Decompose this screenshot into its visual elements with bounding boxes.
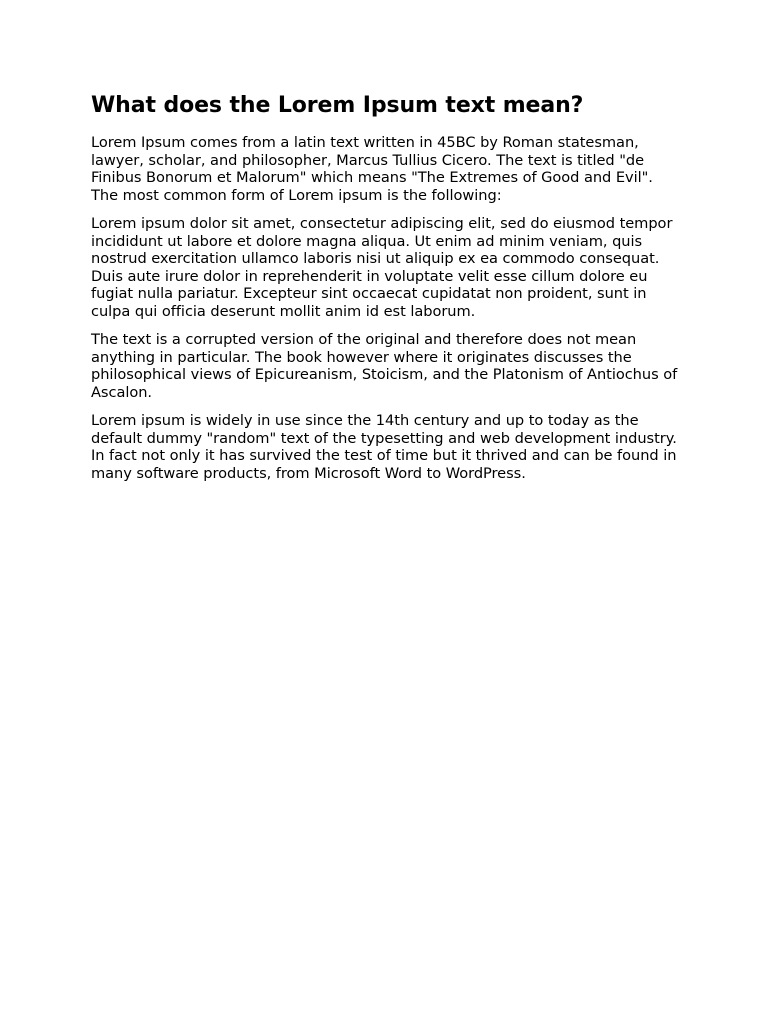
paragraph-lorem-ipsum-sample: Lorem ipsum dolor sit amet, consectetur adipiscing elit, sed do eiusmod tempor incididunt ut labore et dolore magna aliqua. Ut enim ad minim veniam, quis nostrud exercitation ullamco laboris nisi ut aliquip ex ea commodo consequat. Duis aute irure dolor in reprehenderit in voluptate velit esse cillum dolore eu fugiat nulla pariatur. Excepteur sint occaecat cupidatat non proident, sunt in culpa qui officia deserunt mollit anim id est laborum. <box>91 215 673 320</box>
paragraph-usage: Lorem ipsum is widely in use since the 14th century and up to today as the default dummy "random" text of the typesetting and web development industry. In fact not only it has survived the test of time but it thrived and can be found in many software products, from Microsoft Word to WordPress. <box>91 412 677 482</box>
document-page <box>91 92 681 493</box>
page-title: What does the Lorem Ipsum text mean? <box>91 93 584 118</box>
paragraph-meaning: The text is a corrupted version of the original and therefore does not mean anything in particular. The book however where it originates discusses the philosophical views of Epicureanism, Stoicism, and the Platonism of Antiochus of Ascalon. <box>91 331 678 401</box>
paragraph-origin: Lorem Ipsum comes from a latin text written in 45BC by Roman statesman, lawyer, scholar, and philosopher, Marcus Tullius Cicero. The text is titled "de Finibus Bonorum et Malorum" which means "The Extremes of Good and Evil". The most common form of Lorem ipsum is the following: <box>91 134 653 204</box>
